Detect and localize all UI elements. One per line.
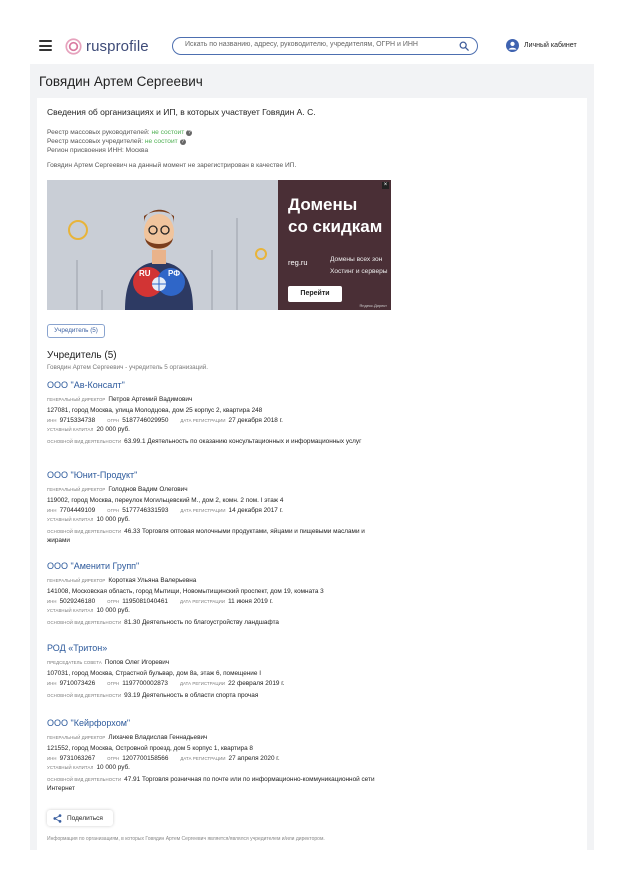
org-head[interactable]: Петров Артемий Вадимович	[108, 396, 193, 403]
org-activity-row	[47, 775, 377, 793]
activity-label: ОСНОВНОЙ ВИД ДЕЯТЕЛЬНОСТИ	[47, 439, 122, 444]
org-capital-row	[47, 515, 377, 524]
page-title: Говядин Артем Сергеевич	[39, 74, 203, 89]
region-line: Регион присвоения ИНН: Москва	[47, 147, 149, 154]
founder-card	[37, 98, 587, 850]
registry-managers	[47, 129, 192, 136]
site-logo[interactable]	[65, 37, 149, 55]
org-reg-date: 27 декабря 2018 г.	[228, 417, 283, 424]
org-ogrn: 5177746331593	[122, 507, 169, 514]
section-title: Учредитель (5)	[47, 350, 117, 361]
ad-illustration	[47, 180, 278, 310]
account-label: Личный кабинет	[524, 42, 577, 49]
org-address: 141008, Московская область, город Мытищи, Новомытищинский проспект, дом 19, комната 3	[47, 588, 324, 595]
ad-brand: reg.ru	[288, 258, 308, 267]
card-title: Сведения об организациях и ИП, в которых участвует Говядин А. С.	[47, 107, 316, 117]
org-address: 107031, город Москва, Страстной бульвар, дом 8а, этаж 6, помещение I	[47, 670, 261, 677]
inn-label: ИНН	[47, 418, 57, 423]
org-capital-row	[47, 425, 377, 434]
registry-managers-label: Реестр массовых руководителей:	[47, 129, 150, 136]
org-item	[47, 470, 377, 545]
org-inn: 7704449109	[59, 507, 96, 514]
org-capital: 10 000 руб.	[96, 607, 130, 614]
share-label: Поделиться	[67, 814, 103, 822]
org-activity-row	[47, 691, 377, 700]
org-ids-row	[47, 679, 377, 688]
inn-label: ИНН	[47, 599, 57, 604]
org-ogrn: 1197700002873	[122, 680, 168, 687]
org-head-row	[47, 733, 377, 742]
share-button[interactable]	[47, 810, 113, 826]
org-head[interactable]: Лихачев Владислав Геннадьевич	[108, 734, 208, 741]
org-reg-date: 22 февраля 2019 г.	[228, 680, 285, 687]
org-ids-row	[47, 597, 377, 606]
ad-line2: Хостинг и серверы	[330, 268, 388, 275]
svg-text:RU: RU	[139, 269, 151, 278]
org-link[interactable]: РОД «Тритон»	[47, 643, 108, 653]
activity-label: ОСНОВНОЙ ВИД ДЕЯТЕЛЬНОСТИ	[47, 693, 122, 698]
search-input[interactable]: Искать по названию, адресу, руководителю, учредителям, ОГРН и ИНН	[185, 40, 418, 48]
tab-founder[interactable]: Учредитель (5)	[47, 324, 105, 338]
org-capital: 10 000 руб.	[96, 516, 130, 523]
section-subtitle: Говядин Артем Сергеевич - учредитель 5 организаций.	[47, 364, 208, 371]
capital-label: УСТАВНЫЙ КАПИТАЛ	[47, 517, 94, 522]
org-activity-row	[47, 527, 377, 545]
org-activity: 93.19 Деятельность в области спорта прочая	[124, 692, 259, 699]
director-label: ГЕНЕРАЛЬНЫЙ ДИРЕКТОР	[47, 735, 106, 740]
reg-date-label: ДАТА РЕГИСТРАЦИИ	[180, 508, 226, 513]
director-label: ГЕНЕРАЛЬНЫЙ ДИРЕКТОР	[47, 397, 106, 402]
search-box[interactable]	[172, 37, 478, 55]
org-address: 119002, город Москва, переулок Могильцевский М., дом 2, комн. 2 пом. I этаж 4	[47, 497, 284, 504]
org-address: 127081, город Москва, улица Молодцова, дом 25 корпус 2, квартира 248	[47, 407, 263, 414]
org-link[interactable]: ООО "Аменити Групп"	[47, 561, 140, 571]
share-icon	[53, 814, 62, 823]
account-link[interactable]	[506, 39, 577, 52]
ad-attribution: Яндекс.Директ	[359, 303, 387, 308]
reg-date-label: ДАТА РЕГИСТРАЦИИ	[180, 418, 226, 423]
svg-text:РФ: РФ	[168, 269, 181, 278]
ogrn-label: ОГРН	[107, 418, 120, 423]
org-activity-row	[47, 618, 377, 627]
ad-banner[interactable]	[47, 180, 391, 310]
org-head-row	[47, 658, 377, 667]
org-item	[47, 561, 377, 627]
logo-icon	[65, 38, 82, 55]
org-head[interactable]: Короткая Ульяна Валерьевна	[108, 577, 197, 584]
org-inn: 9715334738	[59, 417, 96, 424]
user-icon	[506, 39, 519, 52]
inn-label: ИНН	[47, 508, 57, 513]
menu-icon[interactable]	[39, 40, 52, 51]
search-icon[interactable]	[459, 41, 469, 51]
org-capital-row	[47, 763, 377, 772]
activity-label: ОСНОВНОЙ ВИД ДЕЯТЕЛЬНОСТИ	[47, 777, 122, 782]
org-link[interactable]: ООО "Ав-Консалт"	[47, 380, 125, 390]
reg-date-label: ДАТА РЕГИСТРАЦИИ	[179, 681, 226, 686]
org-capital-row	[47, 606, 377, 615]
org-item	[47, 718, 377, 793]
capital-label: УСТАВНЫЙ КАПИТАЛ	[47, 608, 94, 613]
org-head-row	[47, 485, 377, 494]
top-header	[30, 28, 594, 64]
ad-title-line2: со скидкам	[288, 217, 383, 236]
org-capital: 20 000 руб.	[96, 426, 130, 433]
footer-note: Информация по организациям, в которых Говядин Артем Сергеевич является/являлся учредителем и/или директором.	[47, 836, 325, 842]
org-inn: 9710073426	[59, 680, 96, 687]
reg-date-label: ДАТА РЕГИСТРАЦИИ	[179, 599, 226, 604]
ad-go-button[interactable]: Перейти	[288, 286, 342, 302]
activity-label: ОСНОВНОЙ ВИД ДЕЯТЕЛЬНОСТИ	[47, 620, 122, 625]
org-link[interactable]: ООО "Юнит-Продукт"	[47, 470, 138, 480]
org-capital: 10 000 руб.	[96, 764, 130, 771]
org-inn: 5029246180	[59, 598, 96, 605]
inn-label: ИНН	[47, 681, 57, 686]
org-activity: 47.91 Торговля розничная по почте или по информационно-коммуникационной сети Интернет	[47, 776, 375, 792]
ad-title	[288, 194, 382, 238]
registry-managers-status: не состоит	[151, 129, 185, 136]
activity-label: ОСНОВНОЙ ВИД ДЕЯТЕЛЬНОСТИ	[47, 529, 122, 534]
org-ids-row	[47, 754, 377, 763]
director-label: ГЕНЕРАЛЬНЫЙ ДИРЕКТОР	[47, 487, 106, 492]
ogrn-label: ОГРН	[107, 599, 120, 604]
org-reg-date: 14 декабря 2017 г.	[228, 507, 283, 514]
org-head-row	[47, 576, 377, 585]
org-activity-row	[47, 437, 377, 446]
org-head[interactable]: Голоднов Вадим Олегович	[108, 486, 188, 493]
org-ogrn: 1207700158566	[122, 755, 169, 762]
org-ids-row	[47, 506, 377, 515]
ad-line1: Домены всех зон	[330, 256, 383, 263]
ogrn-label: ОГРН	[107, 681, 120, 686]
logo-text: rusprofile	[86, 37, 149, 55]
help-icon[interactable]: ?	[181, 139, 185, 145]
page	[30, 28, 594, 850]
org-head-row	[47, 395, 377, 404]
help-icon[interactable]: ?	[187, 130, 191, 136]
org-head[interactable]: Попов Олег Игоревич	[104, 659, 170, 666]
ogrn-label: ОГРН	[107, 756, 120, 761]
org-activity: 63.99.1 Деятельность по оказанию консультационных и информационных услуг	[124, 438, 362, 445]
org-address: 121552, город Москва, Островной проезд, дом 5 корпус 1, квартира 8	[47, 745, 253, 752]
registry-founders-status: не состоит	[144, 138, 178, 145]
org-activity: 81.30 Деятельность по благоустройству ландшафта	[124, 619, 279, 626]
registry-founders-label: Реестр массовых учредителей:	[47, 138, 144, 145]
org-ids-row	[47, 416, 377, 425]
org-activity: 46.33 Торговля оптовая молочными продуктами, яйцами и пищевыми маслами и жирами	[47, 528, 365, 544]
chairman-label: ПРЕДСЕДАТЕЛЬ СОВЕТА	[47, 660, 102, 665]
director-label: ГЕНЕРАЛЬНЫЙ ДИРЕКТОР	[47, 578, 106, 583]
inn-label: ИНН	[47, 756, 57, 761]
org-reg-date: 27 апреля 2020 г.	[228, 755, 280, 762]
ogrn-label: ОГРН	[107, 508, 120, 513]
close-icon[interactable]: ×	[383, 182, 388, 188]
capital-label: УСТАВНЫЙ КАПИТАЛ	[47, 427, 94, 432]
ip-status-line: Говядин Артем Сергеевич на данный момент не зарегистрирован в качестве ИП.	[47, 162, 297, 169]
org-ogrn: 5187746029950	[122, 417, 169, 424]
registry-founders	[47, 138, 186, 145]
org-item	[47, 643, 377, 700]
reg-date-label: ДАТА РЕГИСТРАЦИИ	[180, 756, 226, 761]
ad-title-line1: Домены	[288, 195, 358, 214]
org-link[interactable]: ООО "Кейрфорхом"	[47, 718, 131, 728]
org-inn: 9731063267	[59, 755, 96, 762]
org-ogrn: 1195081040461	[122, 598, 168, 605]
org-item	[47, 380, 377, 446]
org-reg-date: 11 июня 2019 г.	[228, 598, 273, 605]
capital-label: УСТАВНЫЙ КАПИТАЛ	[47, 765, 94, 770]
ad-text-panel	[278, 180, 391, 310]
